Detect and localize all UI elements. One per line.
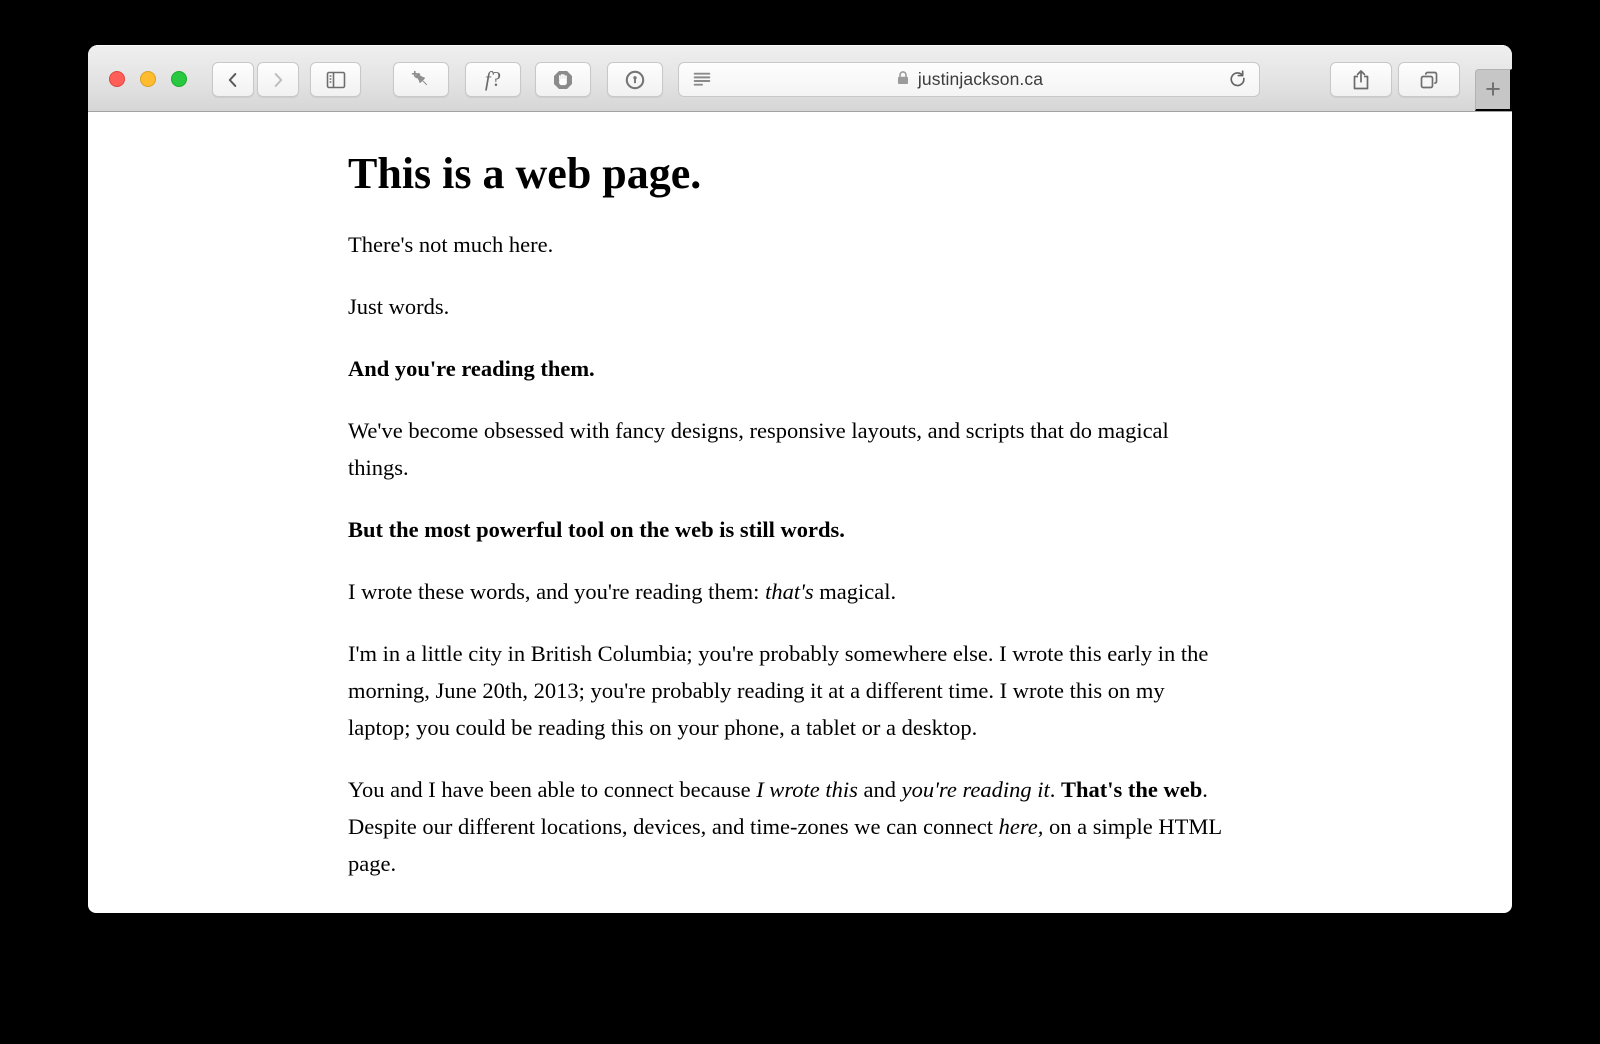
back-button[interactable] [212,62,254,97]
paragraph: You and I have been able to connect because I wrote this and you're reading it. That's the web. Despite our different locations, devices, and time-zones we can connect here, on a simple HTML page. [348,777,1222,876]
share-icon [1349,68,1373,92]
paragraph: We've become obsessed with fancy designs, responsive layouts, and scripts that do magical things. [348,418,1169,480]
paragraph: And you're reading them. [348,356,595,381]
pinboard-extension-button[interactable] [393,62,449,97]
share-button[interactable] [1330,62,1392,97]
reload-button[interactable] [1224,68,1250,92]
paragraph: Just words. [348,294,450,319]
close-window-button[interactable] [109,71,125,87]
pin-add-icon [409,68,433,92]
reload-icon [1227,68,1248,92]
new-tab-button[interactable] [1475,69,1512,111]
blocker-extension-button[interactable] [535,62,591,97]
address-bar[interactable] [678,62,1260,97]
paragraph: I wrote these words, and you're reading them: that's magical. [348,579,897,604]
fontscript-extension-button[interactable] [465,62,521,97]
page-title: This is a web page. [348,149,702,198]
stop-hand-icon [551,68,575,92]
new-tab-icon: + [1485,74,1501,104]
forward-button[interactable] [257,62,299,97]
paragraph: There's not much here. [348,232,554,257]
browser-window [88,45,1512,913]
article [348,226,1512,882]
minimize-window-button[interactable] [140,71,156,87]
back-icon [222,69,244,91]
paragraph: I'm in a little city in British Columbia; you're probably somewhere else. I wrote this early in the morning, June 20th, 2013; you're probably reading it at a different time. I wrote this on my laptop; you could be reading this on your phone, a tablet or a desktop. [348,641,1209,740]
reader-button[interactable] [688,68,716,92]
browser-toolbar [88,45,1512,112]
onepassword-keyhole-icon [623,68,647,92]
function-help-icon: f? [484,67,502,91]
tab-overview-button[interactable] [1398,62,1460,97]
sidebar-toggle-button[interactable] [310,62,361,97]
lock-icon [895,69,911,91]
zoom-window-button[interactable] [171,71,187,87]
onepassword-extension-button[interactable] [607,62,663,97]
url-text: justinjackson.ca [917,69,1044,89]
reader-icon [691,68,713,93]
sidebar-icon [324,68,348,92]
address-bar-content [679,69,1259,91]
tab-overview-icon [1417,68,1441,92]
forward-icon [267,69,289,91]
web-page-content [88,112,1512,882]
paragraph: But the most powerful tool on the web is still words. [348,517,845,542]
